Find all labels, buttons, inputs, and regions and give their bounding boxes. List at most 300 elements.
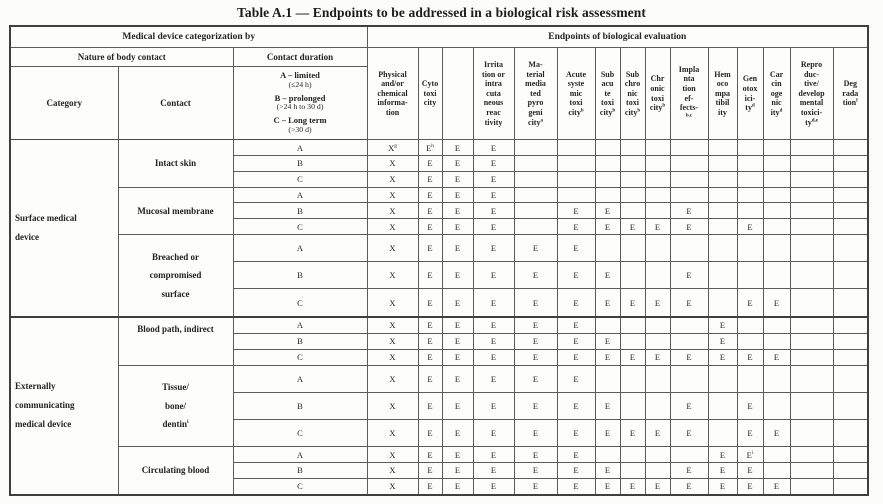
cell-reproductive-developmental-toxicity (790, 140, 833, 156)
cell-material-mediated-pyrogenicity: E (514, 392, 557, 419)
cell-cytotoxicity: E (418, 262, 442, 289)
cell-subacute-toxicity (595, 187, 620, 203)
duration-cell: A (233, 317, 367, 334)
cell-genotoxicity: E (737, 463, 763, 479)
cell-hemocompatibility (708, 140, 737, 156)
cell-reproductive-developmental-toxicity (790, 219, 833, 235)
duration-cell: C (233, 171, 367, 187)
cell-chronic-toxicity (645, 140, 670, 156)
cell-carcinogenicity (763, 171, 790, 187)
cell-material-mediated-pyrogenicity: E (514, 419, 557, 446)
duration-cell: A (233, 447, 367, 463)
cell-chronic-toxicity (645, 203, 670, 219)
cell-irritation-intracutaneous-reactivity: E (473, 140, 514, 156)
cell-reproductive-developmental-toxicity (790, 171, 833, 187)
cell-genotoxicity (737, 203, 763, 219)
cell-material-mediated-pyrogenicity: E (514, 478, 557, 495)
cell-physical-chemical-information: X (367, 419, 418, 446)
cell-acute-systemic-toxicity: E (557, 262, 595, 289)
endpoints-table (9, 25, 869, 496)
cell-carcinogenicity (763, 365, 790, 392)
cell-irritation-intracutaneous-reactivity: E (473, 478, 514, 495)
header-contact-duration: Contact duration (233, 48, 367, 67)
duration-legend-label: B – prolonged (274, 92, 326, 103)
cell-chronic-toxicity: E (645, 478, 670, 495)
cell-degradation (833, 333, 868, 349)
cell-implantation-effects: E (670, 349, 708, 365)
cell-material-mediated-pyrogenicity: E (514, 317, 557, 334)
column-header-carcinogenicity: Car cin oge nic ity$^d$ (763, 48, 790, 140)
cell-cytotoxicity: E (418, 419, 442, 446)
cell-sensitization: E (442, 187, 473, 203)
cell-chronic-toxicity: E (645, 349, 670, 365)
cell-subchronic-toxicity (620, 392, 645, 419)
cell-chronic-toxicity: E (645, 219, 670, 235)
cell-cytotoxicity: E (418, 392, 442, 419)
cell-irritation-intracutaneous-reactivity: E (473, 187, 514, 203)
cell-carcinogenicity (763, 392, 790, 419)
cell-genotoxicity: $E^i$ (737, 447, 763, 463)
cell-subacute-toxicity (595, 140, 620, 156)
cell-hemocompatibility (708, 289, 737, 317)
cell-implantation-effects (670, 187, 708, 203)
cell-cytotoxicity: E (418, 463, 442, 479)
cell-cytotoxicity: E (418, 187, 442, 203)
column-header-subchronic-toxicity: Sub chro nic toxi city$^b$ (620, 48, 645, 140)
duration-legend-range: (≤24 h) (288, 79, 312, 89)
cell-hemocompatibility (708, 419, 737, 446)
cell-degradation (833, 187, 868, 203)
cell-degradation (833, 140, 868, 156)
cell-cytotoxicity: E (418, 447, 442, 463)
cell-degradation (833, 365, 868, 392)
cell-implantation-effects (670, 333, 708, 349)
cell-degradation (833, 262, 868, 289)
cell-carcinogenicity (763, 219, 790, 235)
duration-cell: A (233, 187, 367, 203)
cell-implantation-effects (670, 365, 708, 392)
cell-physical-chemical-information: X (367, 478, 418, 495)
cell-cytotoxicity: E (418, 349, 442, 365)
cell-irritation-intracutaneous-reactivity: E (473, 419, 514, 446)
cell-acute-systemic-toxicity: E (557, 317, 595, 334)
table-row (10, 235, 868, 262)
duration-cell: B (233, 262, 367, 289)
cell-carcinogenicity (763, 203, 790, 219)
cell-reproductive-developmental-toxicity (790, 333, 833, 349)
cell-physical-chemical-information: X (367, 171, 418, 187)
duration-legend-item (234, 71, 367, 90)
cell-genotoxicity (737, 262, 763, 289)
cell-subchronic-toxicity: E (620, 289, 645, 317)
cell-sensitization: E (442, 349, 473, 365)
cell-hemocompatibility (708, 219, 737, 235)
contact-cell: Blood path, indirect (118, 317, 233, 365)
contact-cell: Intact skin (118, 140, 233, 187)
cell-irritation-intracutaneous-reactivity: E (473, 392, 514, 419)
duration-legend-item (234, 94, 367, 113)
cell-reproductive-developmental-toxicity (790, 187, 833, 203)
cell-hemocompatibility (708, 171, 737, 187)
cell-chronic-toxicity (645, 463, 670, 479)
cell-acute-systemic-toxicity: E (557, 235, 595, 262)
cell-chronic-toxicity: E (645, 419, 670, 446)
cell-acute-systemic-toxicity: E (557, 333, 595, 349)
cell-acute-systemic-toxicity (557, 171, 595, 187)
duration-legend-range: (>30 d) (288, 125, 312, 135)
cell-subchronic-toxicity (620, 235, 645, 262)
cell-genotoxicity: E (737, 392, 763, 419)
cell-material-mediated-pyrogenicity: E (514, 262, 557, 289)
cell-acute-systemic-toxicity (557, 140, 595, 156)
category-cell: Externally communicating medical device (10, 317, 118, 495)
duration-legend-range: (>24 h to 30 d) (276, 102, 324, 112)
duration-cell: A (233, 235, 367, 262)
cell-subchronic-toxicity (620, 203, 645, 219)
cell-implantation-effects: E (670, 203, 708, 219)
cell-physical-chemical-information: X (367, 349, 418, 365)
cell-degradation (833, 478, 868, 495)
cell-chronic-toxicity (645, 365, 670, 392)
cell-acute-systemic-toxicity: E (557, 463, 595, 479)
cell-sensitization: E (442, 235, 473, 262)
cell-genotoxicity: E (737, 419, 763, 446)
header-nature-of-body-contact: Nature of body contact (10, 48, 233, 67)
duration-cell: C (233, 478, 367, 495)
duration-cell: A (233, 140, 367, 156)
cell-physical-chemical-information: X (367, 155, 418, 171)
cell-subacute-toxicity: E (595, 262, 620, 289)
cell-sensitization: E (442, 478, 473, 495)
cell-reproductive-developmental-toxicity (790, 365, 833, 392)
cell-material-mediated-pyrogenicity (514, 187, 557, 203)
duration-cell: C (233, 219, 367, 235)
cell-subchronic-toxicity (620, 155, 645, 171)
cell-acute-systemic-toxicity: E (557, 419, 595, 446)
cell-chronic-toxicity (645, 171, 670, 187)
cell-chronic-toxicity (645, 155, 670, 171)
cell-subchronic-toxicity (620, 262, 645, 289)
cell-acute-systemic-toxicity: E (557, 203, 595, 219)
duration-cell: C (233, 419, 367, 446)
cell-subacute-toxicity: E (595, 203, 620, 219)
cell-cytotoxicity: E (418, 203, 442, 219)
cell-subacute-toxicity (595, 171, 620, 187)
cell-reproductive-developmental-toxicity (790, 289, 833, 317)
cell-genotoxicity: E (737, 219, 763, 235)
cell-physical-chemical-information: X (367, 463, 418, 479)
cell-material-mediated-pyrogenicity: E (514, 289, 557, 317)
cell-degradation (833, 289, 868, 317)
cell-hemocompatibility (708, 365, 737, 392)
cell-implantation-effects (670, 155, 708, 171)
column-header-material-mediated-pyrogenicity: Ma- terial media ted pyro geni city$^a$ (514, 48, 557, 140)
cell-implantation-effects (670, 171, 708, 187)
cell-acute-systemic-toxicity: E (557, 349, 595, 365)
cell-material-mediated-pyrogenicity (514, 203, 557, 219)
cell-subacute-toxicity (595, 447, 620, 463)
cell-reproductive-developmental-toxicity (790, 478, 833, 495)
column-header-cytotoxicity: Cyto toxi city (418, 48, 442, 140)
cell-implantation-effects: E (670, 392, 708, 419)
table-row (10, 447, 868, 463)
cell-hemocompatibility (708, 155, 737, 171)
table-row (10, 140, 868, 156)
cell-reproductive-developmental-toxicity (790, 155, 833, 171)
cell-subacute-toxicity: E (595, 478, 620, 495)
cell-physical-chemical-information: X (367, 317, 418, 334)
cell-sensitization: E (442, 289, 473, 317)
cell-degradation (833, 392, 868, 419)
cell-irritation-intracutaneous-reactivity: E (473, 219, 514, 235)
duration-cell: B (233, 203, 367, 219)
cell-carcinogenicity: E (763, 419, 790, 446)
column-header-irritation-intracutaneous-reactivity: Irrita tion or intra cuta neous reac tivity (473, 48, 514, 140)
cell-degradation (833, 235, 868, 262)
cell-degradation (833, 219, 868, 235)
column-header-chronic-toxicity: Chr onic toxi city$^b$ (645, 48, 670, 140)
cell-chronic-toxicity (645, 187, 670, 203)
cell-cytotoxicity: $E^h$ (418, 140, 442, 156)
cell-material-mediated-pyrogenicity (514, 155, 557, 171)
cell-hemocompatibility (708, 262, 737, 289)
cell-chronic-toxicity (645, 392, 670, 419)
cell-subacute-toxicity: E (595, 349, 620, 365)
cell-hemocompatibility: E (708, 463, 737, 479)
cell-irritation-intracutaneous-reactivity: E (473, 333, 514, 349)
column-header-physical-chemical-information: Physical and/or chemical informa- tion (367, 48, 418, 140)
cell-hemocompatibility: E (708, 333, 737, 349)
cell-irritation-intracutaneous-reactivity: E (473, 447, 514, 463)
column-header-hemocompatibility: Hem oco mpa tibil ity (708, 48, 737, 140)
cell-acute-systemic-toxicity (557, 155, 595, 171)
duration-legend-label: A – limited (280, 70, 320, 80)
cell-cytotoxicity: E (418, 317, 442, 334)
table-row (10, 187, 868, 203)
table-row (10, 317, 868, 334)
cell-irritation-intracutaneous-reactivity: E (473, 349, 514, 365)
cell-genotoxicity (737, 365, 763, 392)
cell-physical-chemical-information: X (367, 262, 418, 289)
cell-sensitization: E (442, 392, 473, 419)
cell-hemocompatibility: E (708, 317, 737, 334)
cell-carcinogenicity (763, 262, 790, 289)
cell-carcinogenicity (763, 155, 790, 171)
cell-subacute-toxicity (595, 235, 620, 262)
cell-implantation-effects: E (670, 219, 708, 235)
cell-material-mediated-pyrogenicity (514, 140, 557, 156)
cell-genotoxicity (737, 155, 763, 171)
duration-cell: A (233, 365, 367, 392)
cell-acute-systemic-toxicity: E (557, 392, 595, 419)
cell-acute-systemic-toxicity (557, 187, 595, 203)
cell-subacute-toxicity: E (595, 392, 620, 419)
cell-hemocompatibility: E (708, 478, 737, 495)
cell-physical-chemical-information: X (367, 447, 418, 463)
cell-physical-chemical-information: X (367, 203, 418, 219)
cell-cytotoxicity: E (418, 365, 442, 392)
cell-material-mediated-pyrogenicity: E (514, 349, 557, 365)
cell-subchronic-toxicity (620, 140, 645, 156)
duration-cell: B (233, 392, 367, 419)
cell-hemocompatibility: E (708, 349, 737, 365)
contact-duration-legend (233, 67, 367, 140)
cell-cytotoxicity: E (418, 289, 442, 317)
cell-carcinogenicity: E (763, 289, 790, 317)
cell-material-mediated-pyrogenicity: E (514, 447, 557, 463)
column-header-degradation: Deg rada tion$^f$ (833, 48, 868, 140)
cell-material-mediated-pyrogenicity: E (514, 463, 557, 479)
cell-physical-chemical-information: X (367, 219, 418, 235)
category-cell: Surface medical device (10, 140, 118, 317)
contact-cell: Mucosal membrane (118, 187, 233, 234)
cell-physical-chemical-information: X (367, 392, 418, 419)
header-endpoints-banner: Endpoints of biological evaluation (367, 26, 868, 48)
cell-subacute-toxicity (595, 365, 620, 392)
cell-carcinogenicity (763, 447, 790, 463)
cell-subchronic-toxicity (620, 447, 645, 463)
cell-subchronic-toxicity: E (620, 478, 645, 495)
cell-cytotoxicity: E (418, 478, 442, 495)
cell-genotoxicity (737, 333, 763, 349)
cell-carcinogenicity (763, 140, 790, 156)
cell-degradation (833, 171, 868, 187)
cell-sensitization: E (442, 333, 473, 349)
cell-hemocompatibility: E (708, 447, 737, 463)
cell-subacute-toxicity (595, 317, 620, 334)
cell-subchronic-toxicity: E (620, 219, 645, 235)
cell-physical-chemical-information: X (367, 333, 418, 349)
header-category: Category (10, 67, 118, 140)
cell-degradation (833, 463, 868, 479)
column-header-reproductive-developmental-toxicity: Repro duc- tive/ develop mental toxici- ty$^{d,e}$ (790, 48, 833, 140)
cell-irritation-intracutaneous-reactivity: E (473, 317, 514, 334)
cell-acute-systemic-toxicity: E (557, 219, 595, 235)
cell-material-mediated-pyrogenicity (514, 171, 557, 187)
cell-sensitization: E (442, 365, 473, 392)
cell-implantation-effects (670, 447, 708, 463)
header-row-mid (10, 48, 868, 67)
cell-chronic-toxicity (645, 333, 670, 349)
cell-physical-chemical-information: X (367, 365, 418, 392)
duration-legend-item (234, 116, 367, 135)
cell-carcinogenicity: E (763, 478, 790, 495)
cell-degradation (833, 349, 868, 365)
cell-implantation-effects (670, 317, 708, 334)
cell-carcinogenicity (763, 333, 790, 349)
cell-implantation-effects: E (670, 478, 708, 495)
cell-sensitization: E (442, 262, 473, 289)
cell-subchronic-toxicity (620, 463, 645, 479)
cell-genotoxicity (737, 171, 763, 187)
cell-degradation (833, 203, 868, 219)
duration-cell: B (233, 155, 367, 171)
cell-genotoxicity (737, 187, 763, 203)
cell-implantation-effects (670, 140, 708, 156)
table-row (10, 365, 868, 392)
cell-reproductive-developmental-toxicity (790, 262, 833, 289)
cell-degradation (833, 155, 868, 171)
column-header-sensitization (442, 48, 473, 140)
cell-reproductive-developmental-toxicity (790, 203, 833, 219)
cell-subacute-toxicity: E (595, 219, 620, 235)
cell-sensitization: E (442, 203, 473, 219)
cell-chronic-toxicity: E (645, 289, 670, 317)
cell-reproductive-developmental-toxicity (790, 463, 833, 479)
cell-subchronic-toxicity (620, 187, 645, 203)
cell-hemocompatibility (708, 235, 737, 262)
cell-reproductive-developmental-toxicity (790, 235, 833, 262)
cell-material-mediated-pyrogenicity: E (514, 365, 557, 392)
cell-cytotoxicity: E (418, 333, 442, 349)
cell-cytotoxicity: E (418, 155, 442, 171)
contact-cell: Tissue/ bone/ dentin$^i$ (118, 365, 233, 447)
column-header-subacute-toxicity: Sub acu te toxi city$^b$ (595, 48, 620, 140)
cell-sensitization: E (442, 447, 473, 463)
cell-irritation-intracutaneous-reactivity: E (473, 171, 514, 187)
cell-sensitization: E (442, 140, 473, 156)
cell-material-mediated-pyrogenicity: E (514, 333, 557, 349)
cell-subchronic-toxicity: E (620, 419, 645, 446)
header-medical-device-categorization: Medical device categorization by (10, 26, 367, 48)
table-title: Table A.1 — Endpoints to be addressed in a biological risk assessment (237, 5, 646, 20)
cell-sensitization: E (442, 317, 473, 334)
cell-hemocompatibility (708, 187, 737, 203)
cell-implantation-effects: E (670, 463, 708, 479)
cell-reproductive-developmental-toxicity (790, 392, 833, 419)
duration-cell: C (233, 289, 367, 317)
column-header-implantation-effects: Impla nta tion ef- fects- $^{b,c}$ (670, 48, 708, 140)
cell-subacute-toxicity: E (595, 333, 620, 349)
cell-cytotoxicity: E (418, 171, 442, 187)
cell-irritation-intracutaneous-reactivity: E (473, 203, 514, 219)
cell-chronic-toxicity (645, 317, 670, 334)
cell-sensitization: E (442, 419, 473, 446)
cell-subchronic-toxicity (620, 171, 645, 187)
cell-subchronic-toxicity (620, 333, 645, 349)
table-header (10, 26, 868, 140)
cell-carcinogenicity (763, 463, 790, 479)
cell-irritation-intracutaneous-reactivity: E (473, 235, 514, 262)
cell-material-mediated-pyrogenicity (514, 219, 557, 235)
cell-hemocompatibility (708, 392, 737, 419)
cell-genotoxicity (737, 140, 763, 156)
cell-genotoxicity: E (737, 289, 763, 317)
contact-cell: Circulating blood (118, 447, 233, 495)
cell-implantation-effects: E (670, 419, 708, 446)
cell-subchronic-toxicity: E (620, 349, 645, 365)
cell-chronic-toxicity (645, 235, 670, 262)
cell-reproductive-developmental-toxicity (790, 419, 833, 446)
cell-acute-systemic-toxicity: E (557, 478, 595, 495)
header-contact: Contact (118, 67, 233, 140)
duration-cell: C (233, 349, 367, 365)
cell-genotoxicity (737, 235, 763, 262)
cell-implantation-effects: E (670, 289, 708, 317)
cell-acute-systemic-toxicity: E (557, 289, 595, 317)
cell-chronic-toxicity (645, 447, 670, 463)
cell-subacute-toxicity (595, 155, 620, 171)
cell-carcinogenicity (763, 235, 790, 262)
cell-reproductive-developmental-toxicity (790, 447, 833, 463)
cell-physical-chemical-information: X (367, 289, 418, 317)
cell-irritation-intracutaneous-reactivity: E (473, 365, 514, 392)
cell-degradation (833, 317, 868, 334)
cell-reproductive-developmental-toxicity (790, 349, 833, 365)
cell-irritation-intracutaneous-reactivity: E (473, 289, 514, 317)
cell-subacute-toxicity: E (595, 463, 620, 479)
cell-genotoxicity (737, 317, 763, 334)
